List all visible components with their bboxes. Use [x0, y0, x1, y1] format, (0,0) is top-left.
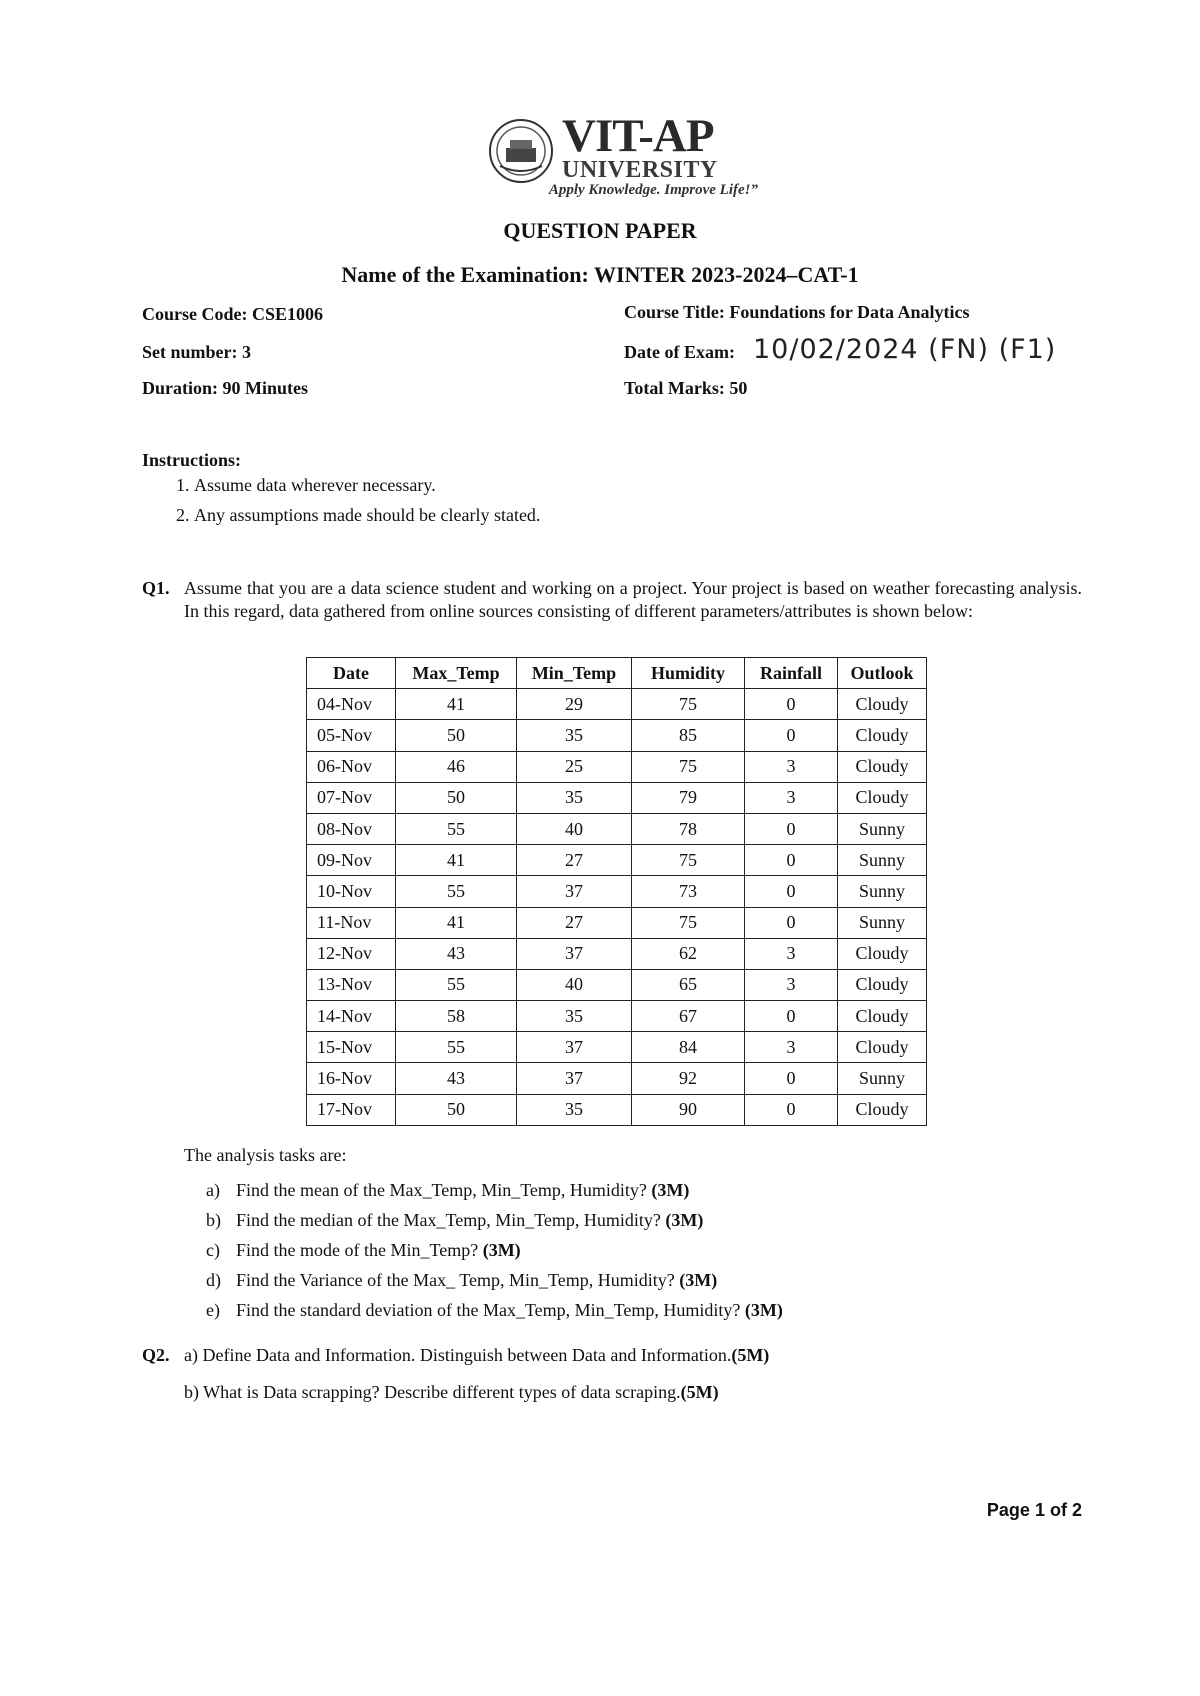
table-cell: 35: [517, 720, 632, 751]
table-cell: 0: [745, 845, 838, 876]
exam-date: [624, 334, 1056, 365]
marks: (5M): [731, 1345, 770, 1365]
column-header: Date: [307, 658, 396, 689]
table-cell: 16-Nov: [307, 1063, 396, 1094]
task-text: Find the standard deviation of the Max_Temp, Min_Temp, Humidity?: [236, 1300, 741, 1320]
table-cell: 75: [632, 907, 745, 938]
total-marks: Total Marks: 50: [624, 378, 748, 398]
task-text: Find the mode of the Min_Temp?: [236, 1240, 479, 1260]
table-cell: 37: [517, 938, 632, 969]
task-list: [206, 1175, 783, 1325]
table-cell: 27: [517, 845, 632, 876]
table-cell: 13-Nov: [307, 969, 396, 1000]
question-number: Q1.: [142, 578, 170, 598]
column-header: Outlook: [838, 658, 927, 689]
table-cell: 07-Nov: [307, 782, 396, 813]
table-cell: 85: [632, 720, 745, 751]
question-2b: [184, 1382, 719, 1403]
task-marks: (3M): [679, 1270, 718, 1290]
table-row: [307, 813, 927, 844]
task-marks: (3M): [744, 1300, 783, 1320]
table-row: [307, 969, 927, 1000]
table-cell: 75: [632, 845, 745, 876]
table-cell: 0: [745, 813, 838, 844]
table-cell: 0: [745, 720, 838, 751]
task-label: d): [206, 1270, 221, 1290]
table-cell: 0: [745, 1063, 838, 1094]
page-number: 1: [1034, 1500, 1045, 1520]
exam-date-label: Date of Exam:: [624, 342, 735, 362]
table-cell: Sunny: [838, 813, 927, 844]
table-row: [307, 782, 927, 813]
table-cell: 41: [396, 907, 517, 938]
table-cell: Sunny: [838, 1063, 927, 1094]
table-cell: 0: [745, 907, 838, 938]
table-row: [307, 720, 927, 751]
table-cell: 90: [632, 1094, 745, 1125]
instructions-heading: Instructions:: [142, 450, 242, 470]
task-label: b): [206, 1210, 221, 1230]
column-header: Humidity: [632, 658, 745, 689]
table-cell: 29: [517, 689, 632, 720]
task-label: c): [206, 1240, 220, 1260]
instructions-list: [160, 470, 1094, 530]
table-row: [307, 907, 927, 938]
table-cell: 75: [632, 689, 745, 720]
table-cell: Cloudy: [838, 751, 927, 782]
table-cell: 37: [517, 1032, 632, 1063]
logo-tagline: Apply Knowledge. Improve Life!”: [548, 182, 758, 198]
table-cell: Cloudy: [838, 782, 927, 813]
table-cell: 62: [632, 938, 745, 969]
page-indicator: [987, 1500, 1082, 1521]
weather-data-table: [306, 657, 927, 1126]
table-row: [307, 689, 927, 720]
question-number: Q2.: [142, 1345, 170, 1365]
table-cell: 41: [396, 689, 517, 720]
course-code: Course Code: CSE1006: [142, 304, 324, 324]
table-cell: 14-Nov: [307, 1001, 396, 1032]
task-item: [206, 1235, 783, 1265]
task-item: [206, 1295, 783, 1325]
table-row: [307, 1001, 927, 1032]
question-text: b) What is Data scrapping? Describe different types of data scraping.: [184, 1382, 681, 1402]
table-row: [307, 1094, 927, 1125]
table-cell: 08-Nov: [307, 813, 396, 844]
table-cell: 3: [745, 782, 838, 813]
marks: (5M): [680, 1382, 719, 1402]
table-cell: 55: [396, 1032, 517, 1063]
table-cell: 15-Nov: [307, 1032, 396, 1063]
question-text: Assume that you are a data science student and working on a project. Your project is based on weather forecasting analysis. In this regard, data gathered from online sources consisting of different parameters/attributes is shown below:: [184, 578, 1082, 621]
table-body: [307, 689, 927, 1126]
task-text: Find the median of the Max_Temp, Min_Temp, Humidity?: [236, 1210, 661, 1230]
column-header: Max_Temp: [396, 658, 517, 689]
table-cell: Sunny: [838, 845, 927, 876]
page-total: 2: [1071, 1500, 1082, 1520]
university-logo: [488, 110, 758, 200]
task-item: [206, 1265, 783, 1295]
table-cell: 3: [745, 1032, 838, 1063]
table-cell: 65: [632, 969, 745, 1000]
table-row: [307, 1032, 927, 1063]
table-cell: 46: [396, 751, 517, 782]
exam-name: Name of the Examination: WINTER 2023-2024–CAT-1: [341, 262, 859, 287]
table-cell: 35: [517, 1001, 632, 1032]
duration: Duration: 90 Minutes: [142, 378, 308, 398]
page-word: Page: [986, 1500, 1030, 1520]
table-cell: 50: [396, 782, 517, 813]
question-1: [142, 577, 1082, 623]
table-cell: 78: [632, 813, 745, 844]
table-cell: 3: [745, 969, 838, 1000]
table-cell: 3: [745, 938, 838, 969]
column-header: Min_Temp: [517, 658, 632, 689]
table-cell: 41: [396, 845, 517, 876]
table-cell: 0: [745, 876, 838, 907]
table-cell: 25: [517, 751, 632, 782]
table-cell: 0: [745, 1001, 838, 1032]
table-row: [307, 845, 927, 876]
column-header: Rainfall: [745, 658, 838, 689]
table-cell: 50: [396, 1094, 517, 1125]
table-row: [307, 751, 927, 782]
table-row: [307, 938, 927, 969]
university-seal-icon: [488, 118, 554, 184]
course-title: Course Title: Foundations for Data Analytics: [624, 302, 970, 322]
table-cell: Cloudy: [838, 689, 927, 720]
table-cell: 06-Nov: [307, 751, 396, 782]
table-cell: 79: [632, 782, 745, 813]
table-cell: 40: [517, 813, 632, 844]
table-cell: Sunny: [838, 876, 927, 907]
table-cell: 84: [632, 1032, 745, 1063]
table-cell: 92: [632, 1063, 745, 1094]
table-cell: 27: [517, 907, 632, 938]
question-text: a) Define Data and Information. Distinguish between Data and Information.: [184, 1345, 732, 1365]
table-cell: 0: [745, 689, 838, 720]
instruction-item: 2. Any assumptions made should be clearly stated.: [194, 500, 1094, 530]
question-2a: [184, 1344, 769, 1367]
task-text: Find the mean of the Max_Temp, Min_Temp, Humidity?: [236, 1180, 647, 1200]
table-cell: Cloudy: [838, 969, 927, 1000]
table-cell: 05-Nov: [307, 720, 396, 751]
task-item: [206, 1175, 783, 1205]
table-cell: 12-Nov: [307, 938, 396, 969]
task-label: e): [206, 1300, 220, 1320]
table-cell: 0: [745, 1094, 838, 1125]
table-cell: 40: [517, 969, 632, 1000]
table-cell: 50: [396, 720, 517, 751]
logo-name: VIT-AP: [562, 110, 714, 162]
task-text: Find the Variance of the Max_ Temp, Min_Temp, Humidity?: [236, 1270, 675, 1290]
table-cell: 37: [517, 876, 632, 907]
table-cell: 04-Nov: [307, 689, 396, 720]
table-cell: 55: [396, 969, 517, 1000]
question-2: [142, 1344, 769, 1367]
table-cell: 58: [396, 1001, 517, 1032]
task-label: a): [206, 1180, 220, 1200]
paper-title: QUESTION PAPER: [503, 218, 697, 243]
of-word: of: [1049, 1500, 1067, 1520]
table-cell: 17-Nov: [307, 1094, 396, 1125]
table-cell: Cloudy: [838, 1094, 927, 1125]
table-cell: 35: [517, 1094, 632, 1125]
table-cell: 09-Nov: [307, 845, 396, 876]
task-marks: (3M): [665, 1210, 704, 1230]
task-item: [206, 1205, 783, 1235]
task-marks: (3M): [482, 1240, 521, 1260]
table-cell: 11-Nov: [307, 907, 396, 938]
table-cell: 75: [632, 751, 745, 782]
tasks-heading: The analysis tasks are:: [184, 1145, 347, 1165]
table-cell: Sunny: [838, 907, 927, 938]
table-cell: 3: [745, 751, 838, 782]
table-header-row: [307, 658, 927, 689]
table-cell: Cloudy: [838, 938, 927, 969]
table-cell: 43: [396, 1063, 517, 1094]
table-cell: 55: [396, 876, 517, 907]
table-cell: 10-Nov: [307, 876, 396, 907]
table-row: [307, 1063, 927, 1094]
task-marks: (3M): [651, 1180, 690, 1200]
table-cell: Cloudy: [838, 1032, 927, 1063]
table-cell: 67: [632, 1001, 745, 1032]
table-row: [307, 876, 927, 907]
instruction-item: 1. Assume data wherever necessary.: [194, 470, 1094, 500]
table-cell: 43: [396, 938, 517, 969]
table-cell: Cloudy: [838, 720, 927, 751]
table-cell: 55: [396, 813, 517, 844]
exam-date-handwritten: 10/02/2024 (FN) (F1): [752, 334, 1057, 365]
table-cell: 73: [632, 876, 745, 907]
set-number: Set number: 3: [142, 342, 251, 362]
table-cell: 37: [517, 1063, 632, 1094]
logo-subtitle: UNIVERSITY: [562, 157, 718, 183]
table-cell: 35: [517, 782, 632, 813]
table-cell: Cloudy: [838, 1001, 927, 1032]
